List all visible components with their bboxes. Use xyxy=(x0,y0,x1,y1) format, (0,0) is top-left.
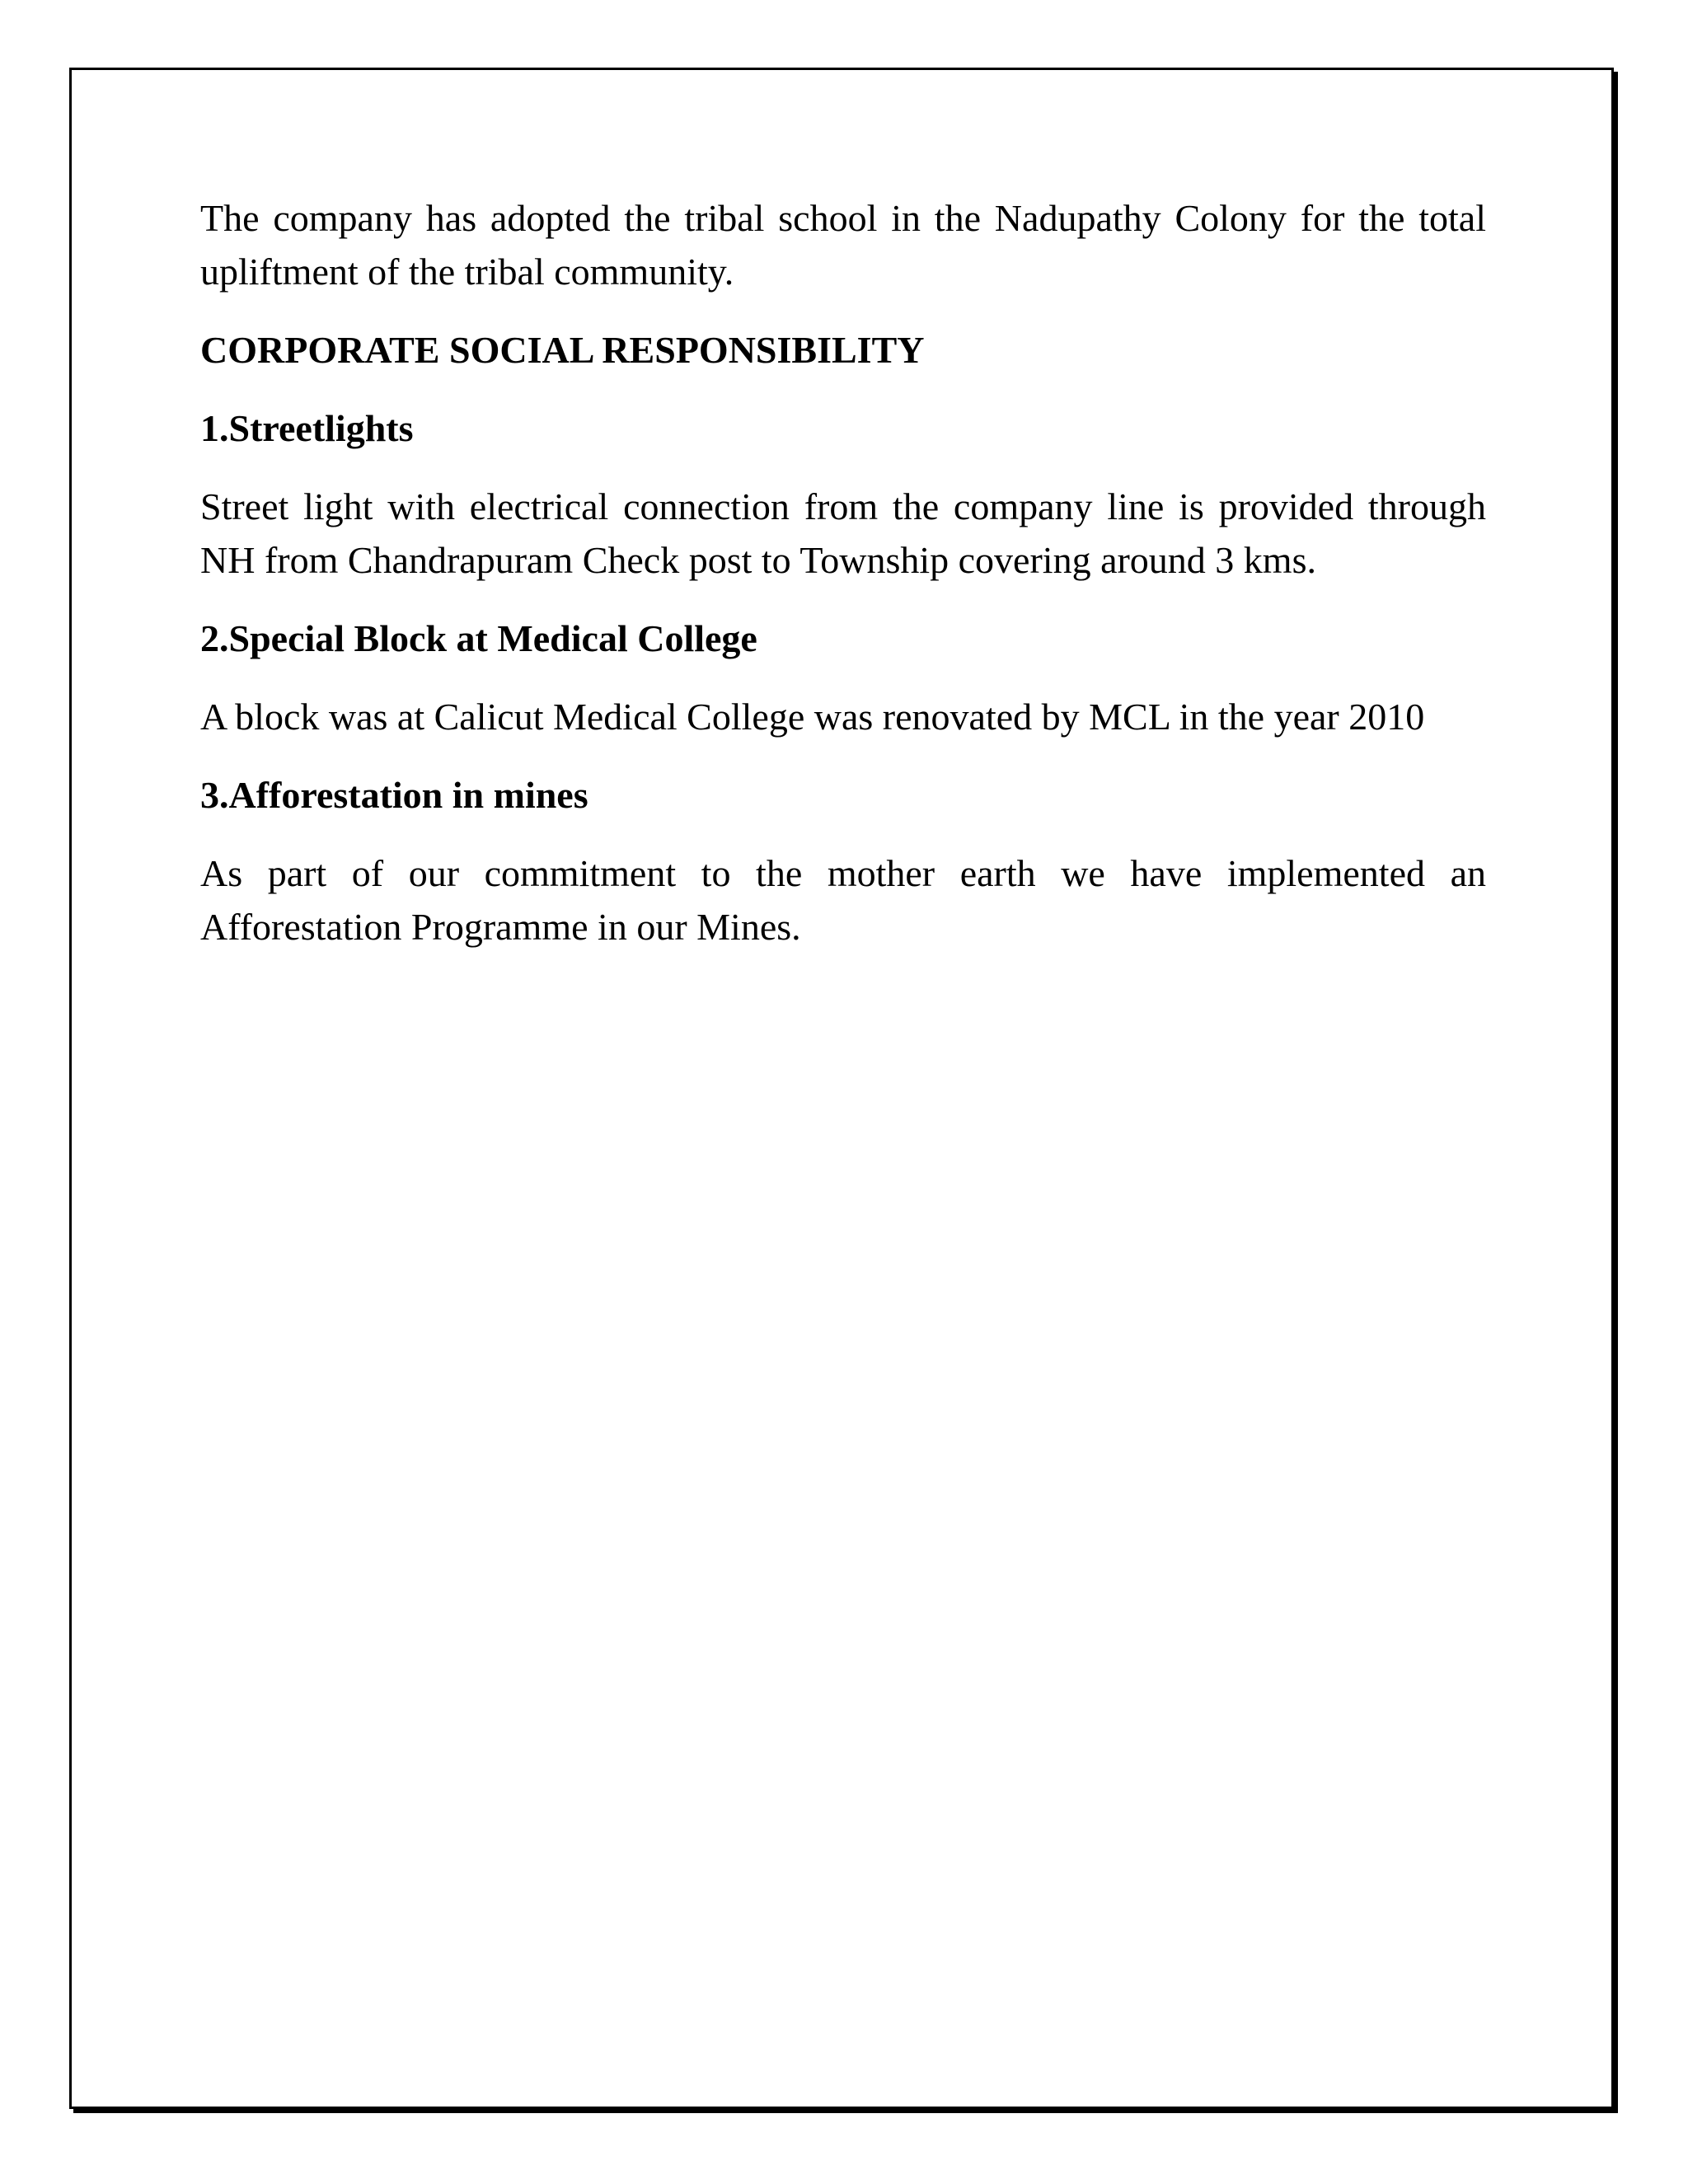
section-heading-afforestation: 3.Afforestation in mines xyxy=(200,774,588,816)
section-heading-special-block: 2.Special Block at Medical College xyxy=(200,617,757,659)
section-paragraph-afforestation xyxy=(200,846,1486,954)
document-body xyxy=(200,191,1486,978)
streetlights-line-1: Street light with electrical connection from the company line is provided through xyxy=(200,485,1486,527)
section-heading-streetlights: 1.Streetlights xyxy=(200,407,414,449)
section-paragraph-special-block xyxy=(200,690,1486,743)
section-paragraph-streetlights xyxy=(200,480,1486,587)
intro-paragraph xyxy=(200,191,1486,298)
afforestation-line-2: Afforestation Programme in our Mines. xyxy=(200,906,801,948)
main-heading: CORPORATE SOCIAL RESPONSIBILITY xyxy=(200,329,925,371)
intro-line-2: upliftment of the tribal community. xyxy=(200,251,734,293)
intro-line-1: The company has adopted the tribal school in the Nadupathy Colony for the total xyxy=(200,197,1486,239)
special-block-line-1: A block was at Calicut Medical College was renovated by MCL in the year 2010 xyxy=(200,696,1425,738)
streetlights-line-2: NH from Chandrapuram Check post to Township covering around 3 kms. xyxy=(200,539,1316,581)
afforestation-line-1: As part of our commitment to the mother earth we have implemented an xyxy=(200,852,1486,894)
